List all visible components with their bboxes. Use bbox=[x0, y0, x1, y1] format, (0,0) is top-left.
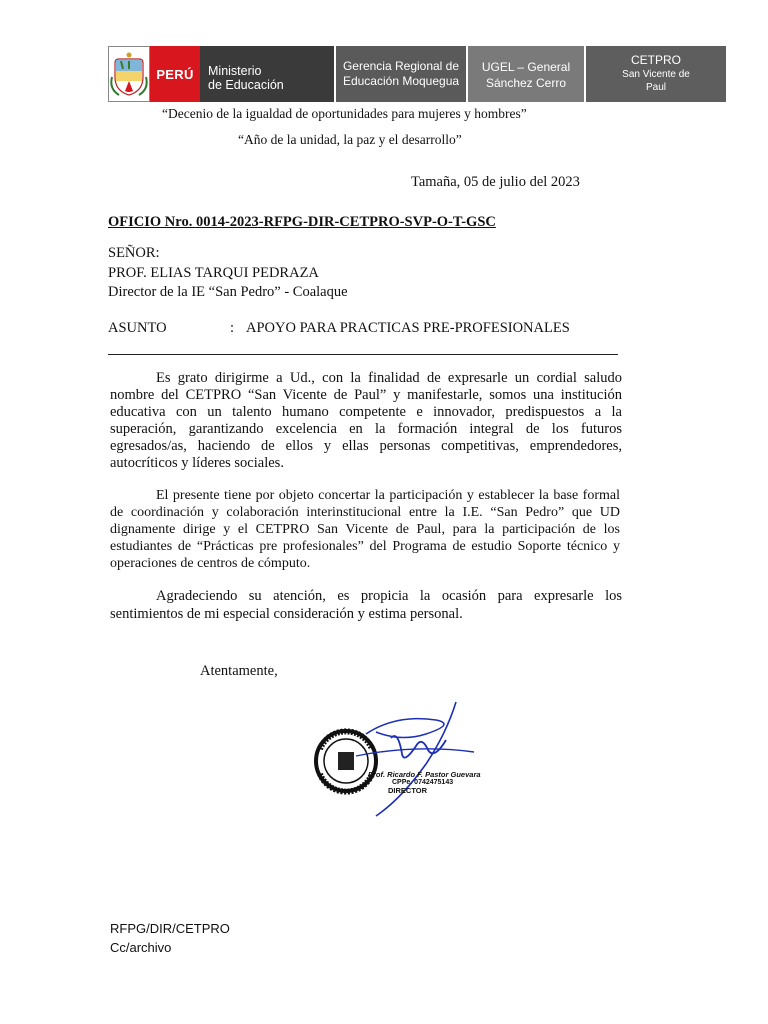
footer-cc: Cc/archivo bbox=[110, 940, 172, 955]
signature-block bbox=[306, 694, 488, 824]
asunto-colon: : bbox=[230, 320, 235, 336]
peru-coat-of-arms-icon bbox=[108, 46, 150, 102]
body-paragraph-2: El presente tiene por objeto concertar la participación y establecer la base formal de coordinación y colaboración interinstitucional entre la I.E. “San Pedro” que UD dignamente dirige y el CETPRO San Vicente de Paul, para la participación de los estudiantes de “Prácticas pre profesionales” del Programa de estudio Soporte técnico y operaciones de centros de cómputo. bbox=[110, 488, 620, 571]
recipient-salutation: SEÑOR: bbox=[108, 245, 160, 261]
gerencia-regional-label: Gerencia Regional de Educación Moquegua bbox=[336, 46, 466, 102]
separator-line bbox=[108, 354, 618, 355]
signatory-cpp: CPPe. 0742475143 bbox=[392, 779, 454, 786]
recipient-position: Director de la IE “San Pedro” - Coalaque bbox=[108, 284, 348, 300]
decenio-motto: “Decenio de la igualdad de oportunidades para mujeres y hombres” bbox=[162, 106, 527, 121]
cetpro-label: CETPRO San Vicente de Paul bbox=[586, 46, 726, 102]
year-motto: “Año de la unidad, la paz y el desarrollo” bbox=[238, 132, 462, 147]
recipient-name: PROF. ELIAS TARQUI PEDRAZA bbox=[108, 265, 319, 281]
signatory-name: Prof. Ricardo F. Pastor Guevara bbox=[368, 770, 481, 779]
ugel-label: UGEL – General Sánchez Cerro bbox=[468, 46, 584, 102]
ministry-label: Ministerio de Educación bbox=[200, 46, 334, 102]
country-label: PERÚ bbox=[150, 46, 200, 102]
body-paragraph-3: Agradeciendo su atención, es propicia la ocasión para expresarle los sentimientos de mi especial consideración y estima personal. bbox=[110, 588, 622, 622]
oficio-number: OFICIO Nro. 0014-2023-RFPG-DIR-CETPRO-SVP-O-T-GSC bbox=[108, 214, 496, 230]
footer-reference: RFPG/DIR/CETPRO bbox=[110, 921, 230, 936]
place-date: Tamaña, 05 de julio del 2023 bbox=[411, 174, 580, 190]
body-paragraph-1: Es grato dirigirme a Ud., con la finalidad de expresarle un cordial saludo nombre del CETPRO “San Vicente de Paul” y manifestarle, somos una institución educativa con un talento humano competente e innovador, predispuestos a la superación, garantizando excelencia en la formación integral de los futuros egresados/as, haciendo de ellos y ellas personas competitivas, emprendedores, autocríticos y líderes sociales. bbox=[110, 370, 622, 471]
closing: Atentamente, bbox=[200, 663, 278, 679]
institutional-header bbox=[108, 46, 726, 102]
asunto-label: ASUNTO bbox=[108, 320, 167, 336]
signature-and-seal-icon bbox=[306, 694, 488, 824]
asunto-value: APOYO PARA PRACTICAS PRE-PROFESIONALES bbox=[246, 320, 570, 336]
signatory-title: DIRECTOR bbox=[388, 786, 428, 795]
